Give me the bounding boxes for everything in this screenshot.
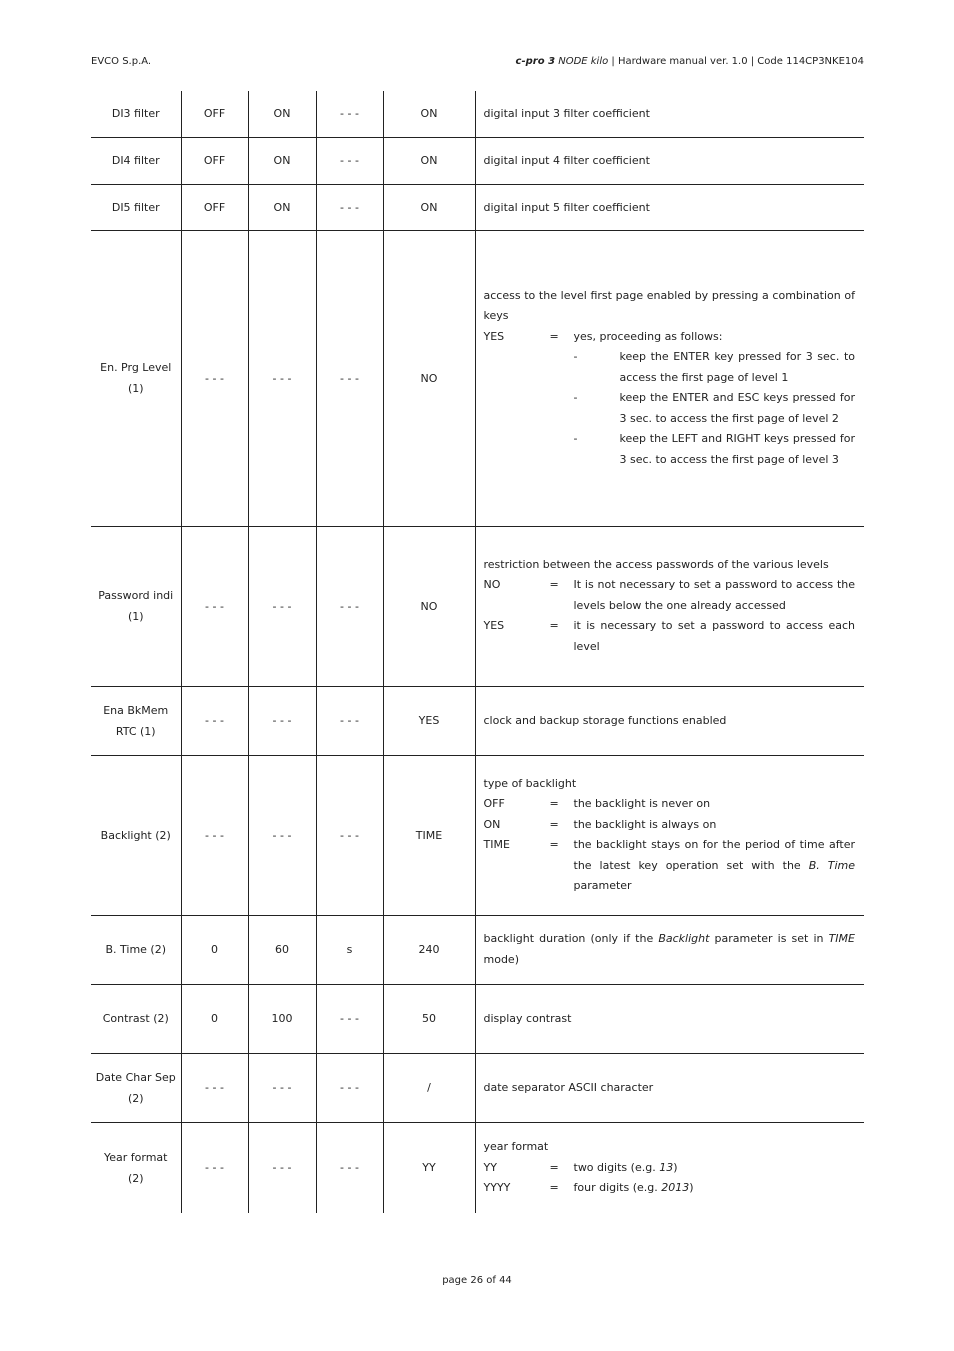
- option-equals: =: [549, 817, 559, 831]
- param-name: Contrast (2): [91, 984, 181, 1053]
- param-name: En. Prg Level (1): [91, 230, 181, 526]
- table-row: [91, 230, 864, 526]
- param-min: - - -: [181, 526, 248, 686]
- param-max: - - -: [248, 230, 316, 526]
- example-value: 2013: [661, 1181, 690, 1194]
- option-key: TIME: [483, 838, 510, 851]
- option-value: [574, 1158, 856, 1179]
- param-default: ON: [383, 137, 475, 184]
- param-description: clock and backup storage functions enabled: [475, 686, 864, 755]
- param-max: ON: [248, 137, 316, 184]
- param-min: OFF: [181, 137, 248, 184]
- param-max: 60: [248, 915, 316, 984]
- desc-part: mode): [483, 952, 519, 966]
- option-equals: =: [549, 797, 559, 810]
- option-equals: =: [549, 329, 559, 343]
- param-default: YY: [383, 1122, 475, 1213]
- option-value-text: the backlight stays on for the period of time after the latest key operation set with the: [573, 838, 855, 872]
- param-unit: s: [316, 915, 383, 984]
- example-value: 13: [659, 1160, 674, 1174]
- param-default: TIME: [383, 755, 475, 915]
- sub-item: keep the ENTER key pressed for 3 sec. to access the first page of level 1: [619, 350, 855, 384]
- option-value: [574, 327, 856, 471]
- param-description: digital input 3 filter coefficient: [475, 91, 864, 137]
- table-row: [91, 1053, 864, 1122]
- param-min: - - -: [181, 1122, 248, 1213]
- param-unit: - - -: [316, 526, 383, 686]
- table-row: [91, 1122, 864, 1213]
- param-max: - - -: [248, 526, 316, 686]
- table-row: [91, 526, 864, 686]
- param-name: DI4 filter: [91, 137, 181, 184]
- param-max: 100: [248, 984, 316, 1053]
- param-default: ON: [383, 91, 475, 137]
- option-list: [484, 794, 856, 897]
- desc-intro: access to the level first page enabled by pressing a combination of keys: [483, 288, 855, 323]
- option-equals: =: [549, 838, 559, 851]
- option-list: [484, 575, 856, 657]
- desc-text: [484, 929, 856, 970]
- option-value-text: ): [673, 1160, 678, 1174]
- desc-intro: year format: [483, 1140, 549, 1153]
- option-key: YY: [483, 1160, 497, 1174]
- header-product-italic: NODE kilo: [558, 56, 609, 67]
- option-key: YES: [483, 329, 505, 343]
- desc-part: backlight duration (only if the: [483, 932, 654, 945]
- param-name: Password indi (1): [91, 526, 181, 686]
- param-description: [475, 230, 864, 526]
- param-reference: Backlight: [658, 932, 710, 945]
- page-number: page 26 of 44: [442, 1275, 512, 1286]
- table-row: [91, 915, 864, 984]
- table-row: [91, 137, 864, 184]
- option-value-text: ): [689, 1181, 694, 1194]
- param-description: date separator ASCII character: [475, 1053, 864, 1122]
- option-key: OFF: [483, 797, 505, 810]
- option-equals: =: [549, 1181, 559, 1194]
- option-key: NO: [483, 578, 501, 592]
- option-value: it is necessary to set a password to access each level: [573, 619, 855, 653]
- param-reference: B. Time: [808, 858, 855, 872]
- param-min: OFF: [181, 184, 248, 230]
- bullet-dash: -: [573, 391, 578, 405]
- param-unit: - - -: [316, 184, 383, 230]
- param-max: - - -: [248, 1053, 316, 1122]
- option-value: [574, 835, 856, 897]
- sub-item: keep the LEFT and RIGHT keys pressed for 3 sec. to access the first page of level 3: [619, 432, 855, 466]
- option-value: the backlight is always on: [573, 817, 717, 831]
- table-row: [91, 184, 864, 230]
- param-default: NO: [383, 526, 475, 686]
- param-min: - - -: [181, 230, 248, 526]
- param-max: ON: [248, 184, 316, 230]
- param-max: - - -: [248, 1122, 316, 1213]
- option-key: YES: [483, 619, 505, 633]
- param-min: 0: [181, 915, 248, 984]
- option-key: YYYY: [483, 1181, 511, 1194]
- param-name: Year format (2): [91, 1122, 181, 1213]
- param-name: B. Time (2): [91, 915, 181, 984]
- option-equals: =: [549, 1160, 559, 1174]
- param-min: - - -: [181, 1053, 248, 1122]
- param-unit: - - -: [316, 984, 383, 1053]
- table-row: [91, 984, 864, 1053]
- param-description: [475, 526, 864, 686]
- option-equals: =: [549, 578, 559, 592]
- param-description: display contrast: [475, 984, 864, 1053]
- param-min: - - -: [181, 755, 248, 915]
- parameters-table: [91, 91, 864, 1213]
- header-rest: | Hardware manual ver. 1.0 | Code 114CP3NKE104: [611, 56, 864, 67]
- param-default: YES: [383, 686, 475, 755]
- param-unit: - - -: [316, 91, 383, 137]
- table-row: [91, 91, 864, 137]
- param-min: - - -: [181, 686, 248, 755]
- bullet-dash: -: [573, 432, 578, 446]
- param-max: - - -: [248, 755, 316, 915]
- param-default: /: [383, 1053, 475, 1122]
- option-value: It is not necessary to set a password to access the levels below the one already accessed: [573, 578, 855, 612]
- bullet-dash: -: [573, 350, 578, 364]
- param-max: ON: [248, 91, 316, 137]
- table-row: [91, 686, 864, 755]
- header-title: [516, 56, 864, 67]
- param-name: Date Char Sep (2): [91, 1053, 181, 1122]
- param-description: [475, 1122, 864, 1213]
- param-default: ON: [383, 184, 475, 230]
- option-key: ON: [483, 817, 501, 831]
- desc-intro: restriction between the access passwords of the various levels: [483, 557, 829, 571]
- option-value: the backlight is never on: [573, 797, 711, 810]
- param-description: [475, 755, 864, 915]
- option-equals: =: [549, 619, 559, 633]
- option-list: [484, 1158, 856, 1199]
- option-value-text: two digits (e.g.: [573, 1160, 656, 1174]
- param-name: Backlight (2): [91, 755, 181, 915]
- desc-part: parameter is set in: [714, 932, 824, 945]
- param-min: 0: [181, 984, 248, 1053]
- param-description: [475, 915, 864, 984]
- table-row: [91, 755, 864, 915]
- param-default: 240: [383, 915, 475, 984]
- param-unit: - - -: [316, 1122, 383, 1213]
- param-description: digital input 4 filter coefficient: [475, 137, 864, 184]
- desc-intro: type of backlight: [483, 776, 577, 790]
- param-name: DI3 filter: [91, 91, 181, 137]
- option-list: [484, 327, 856, 471]
- param-reference: TIME: [828, 932, 855, 945]
- option-value: [574, 1178, 856, 1199]
- param-unit: - - -: [316, 230, 383, 526]
- param-description: digital input 5 filter coefficient: [475, 184, 864, 230]
- option-value-text: yes, proceeding as follows:: [573, 329, 723, 343]
- sub-item: keep the ENTER and ESC keys pressed for 3 sec. to access the first page of level 2: [619, 391, 855, 425]
- option-value-text: four digits (e.g.: [573, 1181, 658, 1194]
- param-unit: - - -: [316, 755, 383, 915]
- param-min: OFF: [181, 91, 248, 137]
- param-default: 50: [383, 984, 475, 1053]
- param-unit: - - -: [316, 1053, 383, 1122]
- header-company: EVCO S.p.A.: [91, 56, 152, 67]
- sub-list: [574, 347, 856, 470]
- param-default: NO: [383, 230, 475, 526]
- param-max: - - -: [248, 686, 316, 755]
- param-name: Ena BkMem RTC (1): [91, 686, 181, 755]
- param-unit: - - -: [316, 137, 383, 184]
- param-name: DI5 filter: [91, 184, 181, 230]
- header-product-bold: c-pro 3: [515, 56, 556, 67]
- option-value-text: parameter: [573, 879, 632, 892]
- param-unit: - - -: [316, 686, 383, 755]
